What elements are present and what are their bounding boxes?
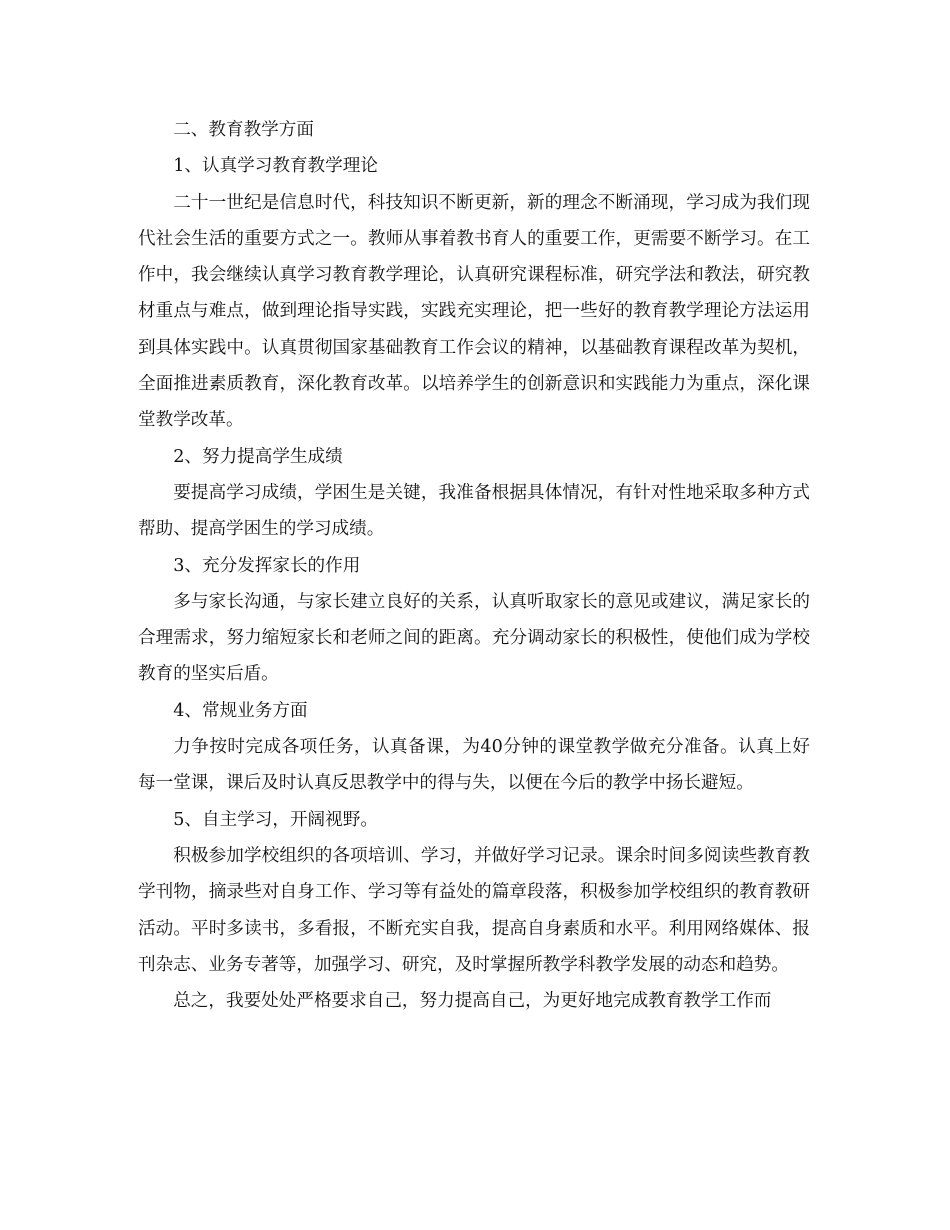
section-heading-teaching: 二、教育教学方面	[173, 120, 314, 140]
subheading-study-theory: 1、认真学习教育教学理论	[173, 156, 378, 177]
subheading-self-study: 5、自主学习，开阔视野。	[173, 809, 378, 830]
subheading-parents-role: 3、充分发挥家长的作用	[173, 555, 361, 576]
paragraph-improve-grades: 要提高学习成绩，学困生是关键，我准备根据具体情况，有针对性地采取多种方式帮助、提高学困生的学习成绩。	[138, 482, 810, 540]
subheading-routine-work: 4、常规业务方面	[173, 700, 308, 721]
paragraph-conclusion: 总之，我要处处严格要求自己，努力提高自己，为更好地完成教育教学工作而	[173, 991, 772, 1012]
subheading-improve-grades: 2、努力提高学生成绩	[173, 446, 343, 467]
paragraph-parents-role: 多与家长沟通，与家长建立良好的关系，认真听取家长的意见或建议，满足家长的合理需求，努力缩短家长和老师之间的距离。充分调动家长的积极性，使他们成为学校教育的坚实后盾。	[138, 591, 810, 685]
paragraph-self-study: 积极参加学校组织的各项培训、学习，并做好学习记录。课余时间多阅读些教育教学刊物，摘录些对自身工作、学习等有益处的篇章段落，积极参加学校组织的教育教研活动。平时多读书，多看报，不断充实自我，提高自身素质和水平。利用网络媒体、报刊杂志、业务专著等，加强学习、研究，及时掌握所教学科教学发展的动态和趋势。	[138, 845, 810, 975]
paragraph-study-theory: 二十一世纪是信息时代，科技知识不断更新，新的理念不断涌现，学习成为我们现代社会生活的重要方式之一。教师从事着教书育人的重要工作，更需要不断学习。在工作中，我会继续认真学习教育教学理论，认真研究课程标准，研究学法和教法，研究教材重点与难点，做到理论指导实践，实践充实理论，把一些好的教育教学理论方法运用到具体实践中。认真贯彻国家基础教育工作会议的精神，以基础教育课程改革为契机，全面推进素质教育，深化教育改革。以培养学生的创新意识和实践能力为重点，深化课堂教学改革。	[138, 192, 810, 431]
document-page	[138, 112, 810, 1019]
paragraph-routine-work: 力争按时完成各项任务，认真备课，为40分钟的课堂教学做充分准备。认真上好每一堂课，课后及时认真反思教学中的得与失，以便在今后的教学中扬长避短。	[138, 737, 810, 794]
